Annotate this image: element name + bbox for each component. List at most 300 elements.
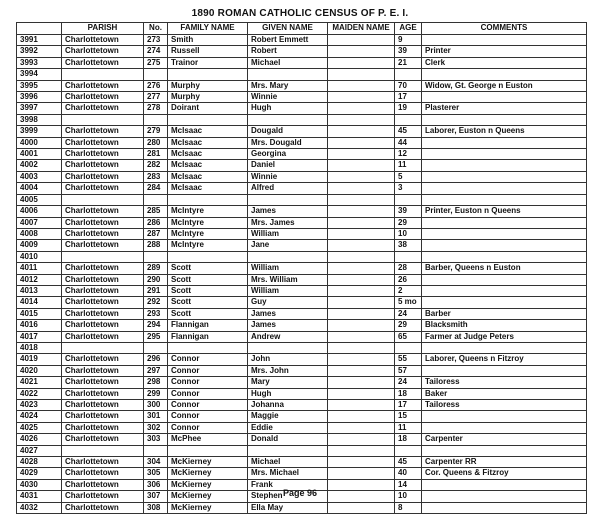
cell-family-name: Connor — [168, 354, 248, 365]
cell-maiden-name — [328, 354, 395, 365]
cell-maiden-name — [328, 194, 395, 205]
cell-family-name: Connor — [168, 388, 248, 399]
table-row — [17, 308, 587, 319]
cell-record: 4015 — [17, 308, 62, 319]
cell-given-name: Georgina — [248, 149, 328, 160]
cell-comments: Baker — [422, 388, 587, 399]
cell-maiden-name — [328, 502, 395, 513]
cell-comments — [422, 149, 587, 160]
cell-comments — [422, 274, 587, 285]
cell-age — [395, 194, 422, 205]
cell-parish: Charlottetown — [62, 320, 144, 331]
cell-family-name: McIntyre — [168, 217, 248, 228]
cell-parish: Charlottetown — [62, 377, 144, 388]
cell-comments — [422, 35, 587, 46]
cell-parish: Charlottetown — [62, 400, 144, 411]
cell-maiden-name — [328, 57, 395, 68]
header-record — [17, 23, 62, 35]
cell-given-name: Eddie — [248, 422, 328, 433]
table-row — [17, 274, 587, 285]
cell-maiden-name — [328, 171, 395, 182]
cell-record: 4024 — [17, 411, 62, 422]
cell-no — [144, 114, 168, 125]
cell-record: 4001 — [17, 149, 62, 160]
cell-age: 3 — [395, 183, 422, 194]
cell-record: 4000 — [17, 137, 62, 148]
cell-parish: Charlottetown — [62, 263, 144, 274]
cell-age: 9 — [395, 35, 422, 46]
cell-parish: Charlottetown — [62, 35, 144, 46]
cell-given-name: John — [248, 354, 328, 365]
cell-age: 12 — [395, 149, 422, 160]
cell-maiden-name — [328, 126, 395, 137]
cell-no — [144, 342, 168, 353]
cell-no: 291 — [144, 285, 168, 296]
cell-given-name: Mrs. Mary — [248, 80, 328, 91]
cell-parish — [62, 445, 144, 456]
cell-no: 284 — [144, 183, 168, 194]
cell-given-name: Johanna — [248, 400, 328, 411]
cell-given-name: James — [248, 308, 328, 319]
cell-maiden-name — [328, 240, 395, 251]
cell-given-name: James — [248, 206, 328, 217]
cell-parish: Charlottetown — [62, 457, 144, 468]
cell-comments — [422, 171, 587, 182]
cell-comments — [422, 137, 587, 148]
cell-parish: Charlottetown — [62, 297, 144, 308]
table-row — [17, 137, 587, 148]
cell-record: 4009 — [17, 240, 62, 251]
cell-age: 55 — [395, 354, 422, 365]
cell-parish: Charlottetown — [62, 57, 144, 68]
table-row — [17, 285, 587, 296]
cell-given-name: Daniel — [248, 160, 328, 171]
cell-age: 45 — [395, 457, 422, 468]
cell-comments — [422, 502, 587, 513]
table-row — [17, 228, 587, 239]
cell-maiden-name — [328, 206, 395, 217]
cell-comments — [422, 69, 587, 80]
cell-maiden-name — [328, 331, 395, 342]
cell-age: 18 — [395, 434, 422, 445]
cell-comments: Clerk — [422, 57, 587, 68]
cell-family-name: Scott — [168, 308, 248, 319]
cell-family-name: Trainor — [168, 57, 248, 68]
cell-parish: Charlottetown — [62, 228, 144, 239]
cell-record: 4013 — [17, 285, 62, 296]
cell-maiden-name — [328, 183, 395, 194]
cell-age: 65 — [395, 331, 422, 342]
cell-maiden-name — [328, 400, 395, 411]
table-row — [17, 103, 587, 114]
cell-comments: Barber, Queens n Euston — [422, 263, 587, 274]
page-title: 1890 ROMAN CATHOLIC CENSUS OF P. E. I. — [191, 8, 409, 19]
cell-parish: Charlottetown — [62, 285, 144, 296]
cell-comments — [422, 445, 587, 456]
table-row — [17, 457, 587, 468]
header-row — [17, 23, 587, 35]
cell-family-name — [168, 445, 248, 456]
cell-maiden-name — [328, 377, 395, 388]
cell-record: 3995 — [17, 80, 62, 91]
cell-age — [395, 251, 422, 262]
table-row — [17, 206, 587, 217]
cell-family-name: McIntyre — [168, 228, 248, 239]
cell-maiden-name — [328, 342, 395, 353]
cell-comments — [422, 114, 587, 125]
cell-no: 280 — [144, 137, 168, 148]
cell-no: 301 — [144, 411, 168, 422]
table-row — [17, 183, 587, 194]
cell-record: 4025 — [17, 422, 62, 433]
cell-family-name: McIntyre — [168, 240, 248, 251]
cell-comments — [422, 92, 587, 103]
cell-family-name: Flannigan — [168, 320, 248, 331]
cell-family-name: McKierney — [168, 457, 248, 468]
cell-record: 4027 — [17, 445, 62, 456]
cell-record: 4022 — [17, 388, 62, 399]
cell-age — [395, 342, 422, 353]
table-row — [17, 263, 587, 274]
cell-maiden-name — [328, 445, 395, 456]
cell-family-name: Connor — [168, 411, 248, 422]
cell-no: 279 — [144, 126, 168, 137]
cell-maiden-name — [328, 365, 395, 376]
cell-comments — [422, 228, 587, 239]
cell-parish: Charlottetown — [62, 137, 144, 148]
cell-no: 277 — [144, 92, 168, 103]
cell-given-name: William — [248, 263, 328, 274]
cell-record: 4026 — [17, 434, 62, 445]
table-row — [17, 160, 587, 171]
cell-age: 38 — [395, 240, 422, 251]
cell-no: 295 — [144, 331, 168, 342]
cell-parish: Charlottetown — [62, 274, 144, 285]
table-row — [17, 251, 587, 262]
table-row — [17, 502, 587, 513]
cell-no: 288 — [144, 240, 168, 251]
cell-given-name: Michael — [248, 57, 328, 68]
cell-family-name: McIntyre — [168, 206, 248, 217]
header-age: AGE — [395, 23, 422, 35]
cell-family-name: Scott — [168, 297, 248, 308]
cell-given-name: Winnie — [248, 171, 328, 182]
cell-record: 3996 — [17, 92, 62, 103]
cell-parish: Charlottetown — [62, 411, 144, 422]
cell-given-name: Stephen — [248, 491, 328, 502]
cell-family-name: Scott — [168, 263, 248, 274]
cell-comments — [422, 411, 587, 422]
cell-parish: Charlottetown — [62, 92, 144, 103]
cell-family-name — [168, 342, 248, 353]
cell-age: 21 — [395, 57, 422, 68]
cell-given-name: Mrs. Michael — [248, 468, 328, 479]
cell-given-name — [248, 69, 328, 80]
cell-comments — [422, 297, 587, 308]
cell-parish: Charlottetown — [62, 103, 144, 114]
cell-family-name — [168, 194, 248, 205]
table-row — [17, 400, 587, 411]
cell-given-name: Mrs. Dougald — [248, 137, 328, 148]
cell-maiden-name — [328, 103, 395, 114]
cell-maiden-name — [328, 320, 395, 331]
cell-given-name — [248, 114, 328, 125]
cell-parish: Charlottetown — [62, 434, 144, 445]
cell-no: 296 — [144, 354, 168, 365]
table-row — [17, 365, 587, 376]
cell-family-name: Murphy — [168, 92, 248, 103]
cell-age — [395, 69, 422, 80]
cell-record: 4010 — [17, 251, 62, 262]
page-number: Page 96 — [282, 488, 318, 498]
cell-no: 292 — [144, 297, 168, 308]
cell-maiden-name — [328, 149, 395, 160]
cell-given-name: Mary — [248, 377, 328, 388]
table-row — [17, 114, 587, 125]
table-row — [17, 171, 587, 182]
cell-age: 11 — [395, 422, 422, 433]
cell-maiden-name — [328, 114, 395, 125]
cell-parish — [62, 69, 144, 80]
cell-no: 287 — [144, 228, 168, 239]
cell-maiden-name — [328, 434, 395, 445]
cell-given-name: William — [248, 228, 328, 239]
cell-maiden-name — [328, 46, 395, 57]
cell-comments: Tailoress — [422, 400, 587, 411]
cell-maiden-name — [328, 217, 395, 228]
cell-given-name: Hugh — [248, 388, 328, 399]
table-row — [17, 297, 587, 308]
cell-no: 274 — [144, 46, 168, 57]
cell-comments — [422, 285, 587, 296]
cell-no: 273 — [144, 35, 168, 46]
cell-no: 300 — [144, 400, 168, 411]
cell-record: 4021 — [17, 377, 62, 388]
cell-age: 19 — [395, 103, 422, 114]
cell-age: 44 — [395, 137, 422, 148]
cell-record: 4028 — [17, 457, 62, 468]
table-row — [17, 320, 587, 331]
table-row — [17, 434, 587, 445]
cell-no: 299 — [144, 388, 168, 399]
cell-parish: Charlottetown — [62, 491, 144, 502]
cell-no: 294 — [144, 320, 168, 331]
cell-age: 70 — [395, 80, 422, 91]
cell-parish: Charlottetown — [62, 160, 144, 171]
cell-age: 5 — [395, 171, 422, 182]
cell-age: 11 — [395, 160, 422, 171]
cell-maiden-name — [328, 92, 395, 103]
cell-parish: Charlottetown — [62, 240, 144, 251]
cell-maiden-name — [328, 422, 395, 433]
table-row — [17, 57, 587, 68]
cell-age — [395, 114, 422, 125]
cell-age: 24 — [395, 377, 422, 388]
cell-parish: Charlottetown — [62, 126, 144, 137]
table-row — [17, 331, 587, 342]
cell-record: 4012 — [17, 274, 62, 285]
cell-maiden-name — [328, 160, 395, 171]
cell-maiden-name — [328, 297, 395, 308]
cell-parish: Charlottetown — [62, 468, 144, 479]
cell-maiden-name — [328, 468, 395, 479]
cell-parish — [62, 194, 144, 205]
cell-given-name: Donald — [248, 434, 328, 445]
cell-comments — [422, 365, 587, 376]
table-row — [17, 149, 587, 160]
cell-comments: Laborer, Queens n Fitzroy — [422, 354, 587, 365]
cell-no — [144, 251, 168, 262]
cell-family-name — [168, 251, 248, 262]
cell-record: 4018 — [17, 342, 62, 353]
cell-no: 307 — [144, 491, 168, 502]
cell-maiden-name — [328, 263, 395, 274]
cell-family-name: Scott — [168, 285, 248, 296]
cell-no: 285 — [144, 206, 168, 217]
cell-record: 4005 — [17, 194, 62, 205]
header-given-name: GIVEN NAME — [248, 23, 328, 35]
cell-given-name: Hugh — [248, 103, 328, 114]
cell-record: 4004 — [17, 183, 62, 194]
cell-parish: Charlottetown — [62, 388, 144, 399]
cell-no: 306 — [144, 479, 168, 490]
cell-family-name: Connor — [168, 422, 248, 433]
cell-maiden-name — [328, 285, 395, 296]
cell-record: 3999 — [17, 126, 62, 137]
cell-age: 14 — [395, 479, 422, 490]
table-row — [17, 194, 587, 205]
cell-comments — [422, 251, 587, 262]
cell-family-name: Russell — [168, 46, 248, 57]
table-row — [17, 445, 587, 456]
cell-maiden-name — [328, 388, 395, 399]
cell-given-name: Jane — [248, 240, 328, 251]
cell-no: 289 — [144, 263, 168, 274]
cell-family-name: Doirant — [168, 103, 248, 114]
cell-parish: Charlottetown — [62, 206, 144, 217]
cell-no: 303 — [144, 434, 168, 445]
cell-age: 40 — [395, 468, 422, 479]
cell-parish: Charlottetown — [62, 183, 144, 194]
cell-record: 4020 — [17, 365, 62, 376]
header-no: No. — [144, 23, 168, 35]
cell-comments: Plasterer — [422, 103, 587, 114]
cell-age: 28 — [395, 263, 422, 274]
cell-comments: Printer — [422, 46, 587, 57]
table-row — [17, 217, 587, 228]
table-row — [17, 126, 587, 137]
cell-record: 4030 — [17, 479, 62, 490]
table-row — [17, 46, 587, 57]
cell-given-name: William — [248, 285, 328, 296]
cell-maiden-name — [328, 80, 395, 91]
cell-family-name: McKierney — [168, 502, 248, 513]
cell-comments: Carpenter RR — [422, 457, 587, 468]
cell-parish: Charlottetown — [62, 171, 144, 182]
cell-age: 39 — [395, 46, 422, 57]
cell-given-name: Mrs. James — [248, 217, 328, 228]
cell-comments — [422, 217, 587, 228]
cell-given-name: Mrs. William — [248, 274, 328, 285]
cell-age: 39 — [395, 206, 422, 217]
cell-comments — [422, 194, 587, 205]
cell-record: 3994 — [17, 69, 62, 80]
cell-given-name: Robert — [248, 46, 328, 57]
cell-parish: Charlottetown — [62, 149, 144, 160]
cell-given-name — [248, 445, 328, 456]
cell-comments: Laborer, Euston n Queens — [422, 126, 587, 137]
cell-given-name: Robert Emmett — [248, 35, 328, 46]
cell-family-name: Connor — [168, 365, 248, 376]
cell-comments: Widow, Gt. George n Euston — [422, 80, 587, 91]
cell-parish: Charlottetown — [62, 80, 144, 91]
cell-given-name: Maggie — [248, 411, 328, 422]
cell-family-name — [168, 69, 248, 80]
cell-family-name: Scott — [168, 274, 248, 285]
cell-comments: Blacksmith — [422, 320, 587, 331]
cell-age: 26 — [395, 274, 422, 285]
cell-parish: Charlottetown — [62, 502, 144, 513]
cell-maiden-name — [328, 274, 395, 285]
cell-age: 45 — [395, 126, 422, 137]
cell-no: 297 — [144, 365, 168, 376]
cell-parish: Charlottetown — [62, 308, 144, 319]
cell-given-name: Michael — [248, 457, 328, 468]
census-body — [17, 35, 587, 514]
cell-family-name: Connor — [168, 400, 248, 411]
census-table — [16, 22, 587, 514]
cell-age: 2 — [395, 285, 422, 296]
cell-family-name: McIsaac — [168, 126, 248, 137]
cell-given-name: Winnie — [248, 92, 328, 103]
cell-no: 305 — [144, 468, 168, 479]
cell-no — [144, 194, 168, 205]
cell-record: 4007 — [17, 217, 62, 228]
cell-given-name: Mrs. John — [248, 365, 328, 376]
table-row — [17, 92, 587, 103]
header-parish: PARISH — [62, 23, 144, 35]
cell-comments: Carpenter — [422, 434, 587, 445]
cell-no: 293 — [144, 308, 168, 319]
cell-record: 4014 — [17, 297, 62, 308]
cell-age: 29 — [395, 320, 422, 331]
cell-given-name — [248, 342, 328, 353]
cell-no: 278 — [144, 103, 168, 114]
cell-comments — [422, 183, 587, 194]
cell-record: 4023 — [17, 400, 62, 411]
cell-family-name: McKierney — [168, 468, 248, 479]
cell-maiden-name — [328, 308, 395, 319]
table-row — [17, 388, 587, 399]
cell-parish: Charlottetown — [62, 46, 144, 57]
cell-no — [144, 69, 168, 80]
cell-given-name: Guy — [248, 297, 328, 308]
cell-age: 15 — [395, 411, 422, 422]
cell-no: 286 — [144, 217, 168, 228]
cell-parish: Charlottetown — [62, 331, 144, 342]
cell-comments: Farmer at Judge Peters — [422, 331, 587, 342]
cell-parish — [62, 251, 144, 262]
cell-age: 17 — [395, 92, 422, 103]
cell-comments — [422, 422, 587, 433]
cell-comments — [422, 342, 587, 353]
cell-age: 17 — [395, 400, 422, 411]
table-row — [17, 354, 587, 365]
cell-given-name: Andrew — [248, 331, 328, 342]
cell-no: 283 — [144, 171, 168, 182]
cell-comments: Printer, Euston n Queens — [422, 206, 587, 217]
table-row — [17, 422, 587, 433]
